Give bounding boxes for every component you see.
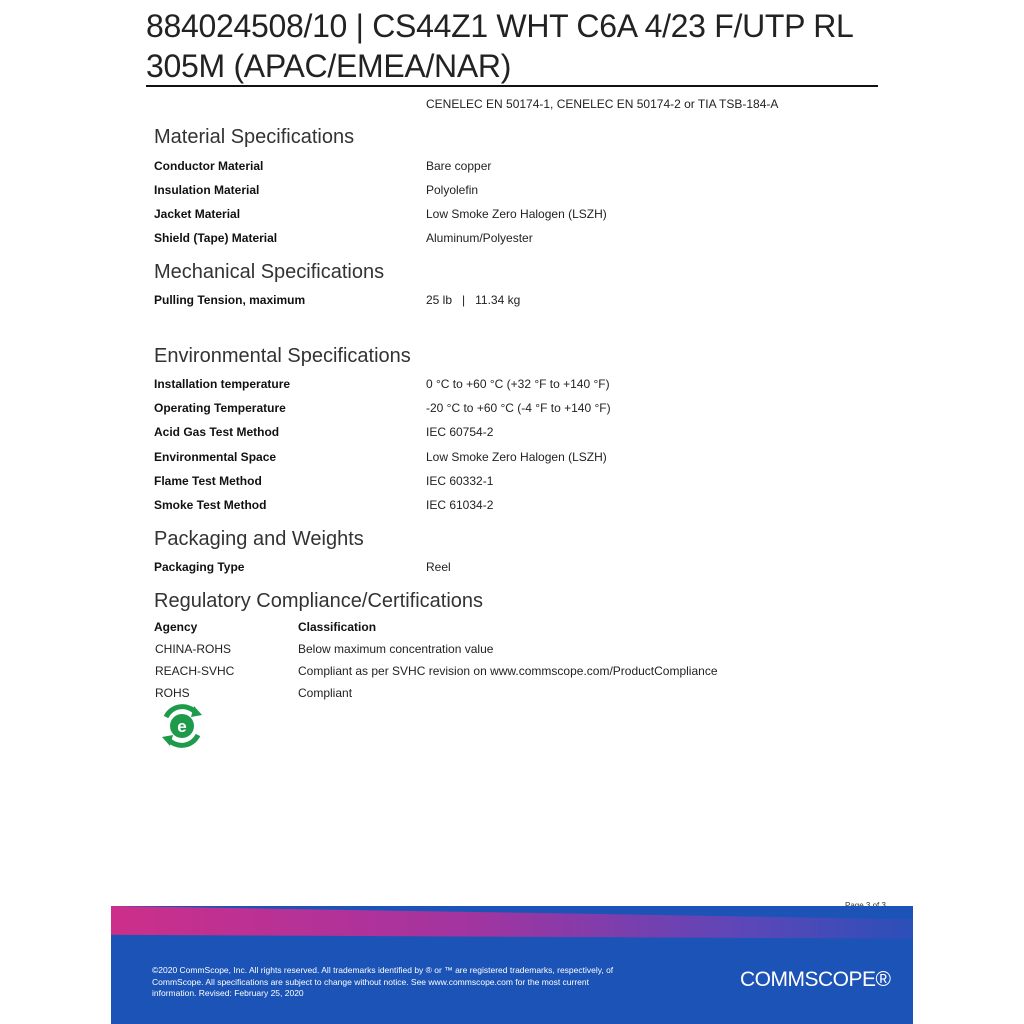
column-header-classification: Classification [298,620,377,634]
classification-cell: Below maximum concentration value [298,642,494,656]
spec-label: Packaging Type [154,560,245,574]
spec-label: Jacket Material [154,207,241,221]
section-heading-material: Material Specifications [154,126,355,148]
spec-value: -20 °C to +60 °C (-4 °F to +140 °F) [426,401,611,415]
title-divider [146,85,878,87]
spec-label: Flame Test Method [154,474,262,488]
spec-label: Smoke Test Method [154,498,267,512]
footer-copyright: ©2020 CommScope, Inc. All rights reserved. All trademarks identified by ® or ™ are registered trademarks, respectively, of CommScope. All specifications are subject to change without notice. See www.commscope.com for the most current information. Revised: February 25, 2020 [152,965,614,998]
standards-line: CENELEC EN 50174-1, CENELEC EN 50174-2 or TIA TSB-184-A [426,97,779,111]
spec-value: Polyolefin [426,183,479,197]
classification-cell: Compliant [298,686,353,700]
spec-label: Operating Temperature [154,401,286,415]
spec-label: Insulation Material [154,183,260,197]
spec-value: IEC 60754-2 [426,425,494,439]
section-heading-mechanical: Mechanical Specifications [154,261,385,283]
spec-label: Installation temperature [154,377,291,391]
spec-value: Low Smoke Zero Halogen (LSZH) [426,207,607,221]
spec-label: Shield (Tape) Material [154,231,278,245]
agency-cell: REACH-SVHC [155,664,235,678]
section-heading-regulatory: Regulatory Compliance/Certifications [154,590,484,612]
section-heading-environmental: Environmental Specifications [154,345,411,367]
commscope-logo: COMMSCOPE® [740,968,891,991]
footer-gradient-band [111,906,913,946]
section-heading-packaging: Packaging and Weights [154,528,364,550]
svg-text:e: e [177,717,187,736]
spec-label: Pulling Tension, maximum [154,293,306,307]
spec-value: 0 °C to +60 °C (+32 °F to +140 °F) [426,377,610,391]
page-title: 884024508/10 | CS44Z1 WHT C6A 4/23 F/UTP RL 305M (APAC/EMEA/NAR) [146,8,853,84]
spec-label: Conductor Material [154,159,264,173]
spec-value: Bare copper [426,159,492,173]
spec-value: IEC 61034-2 [426,498,494,512]
spec-value: Aluminum/Polyester [426,231,533,245]
spec-value: IEC 60332-1 [426,474,494,488]
spec-label: Environmental Space [154,450,277,464]
classification-cell: Compliant as per SVHC revision on www.commscope.com/ProductCompliance [298,664,718,678]
spec-value: Low Smoke Zero Halogen (LSZH) [426,450,607,464]
column-header-agency: Agency [154,620,198,634]
spec-value: Reel [426,560,451,574]
spec-label: Acid Gas Test Method [154,425,280,439]
agency-cell: ROHS [155,686,190,700]
spec-value: 25 lb | 11.34 kg [426,293,521,307]
agency-cell: CHINA-ROHS [155,642,232,656]
china-rohs-e-icon [158,703,206,749]
